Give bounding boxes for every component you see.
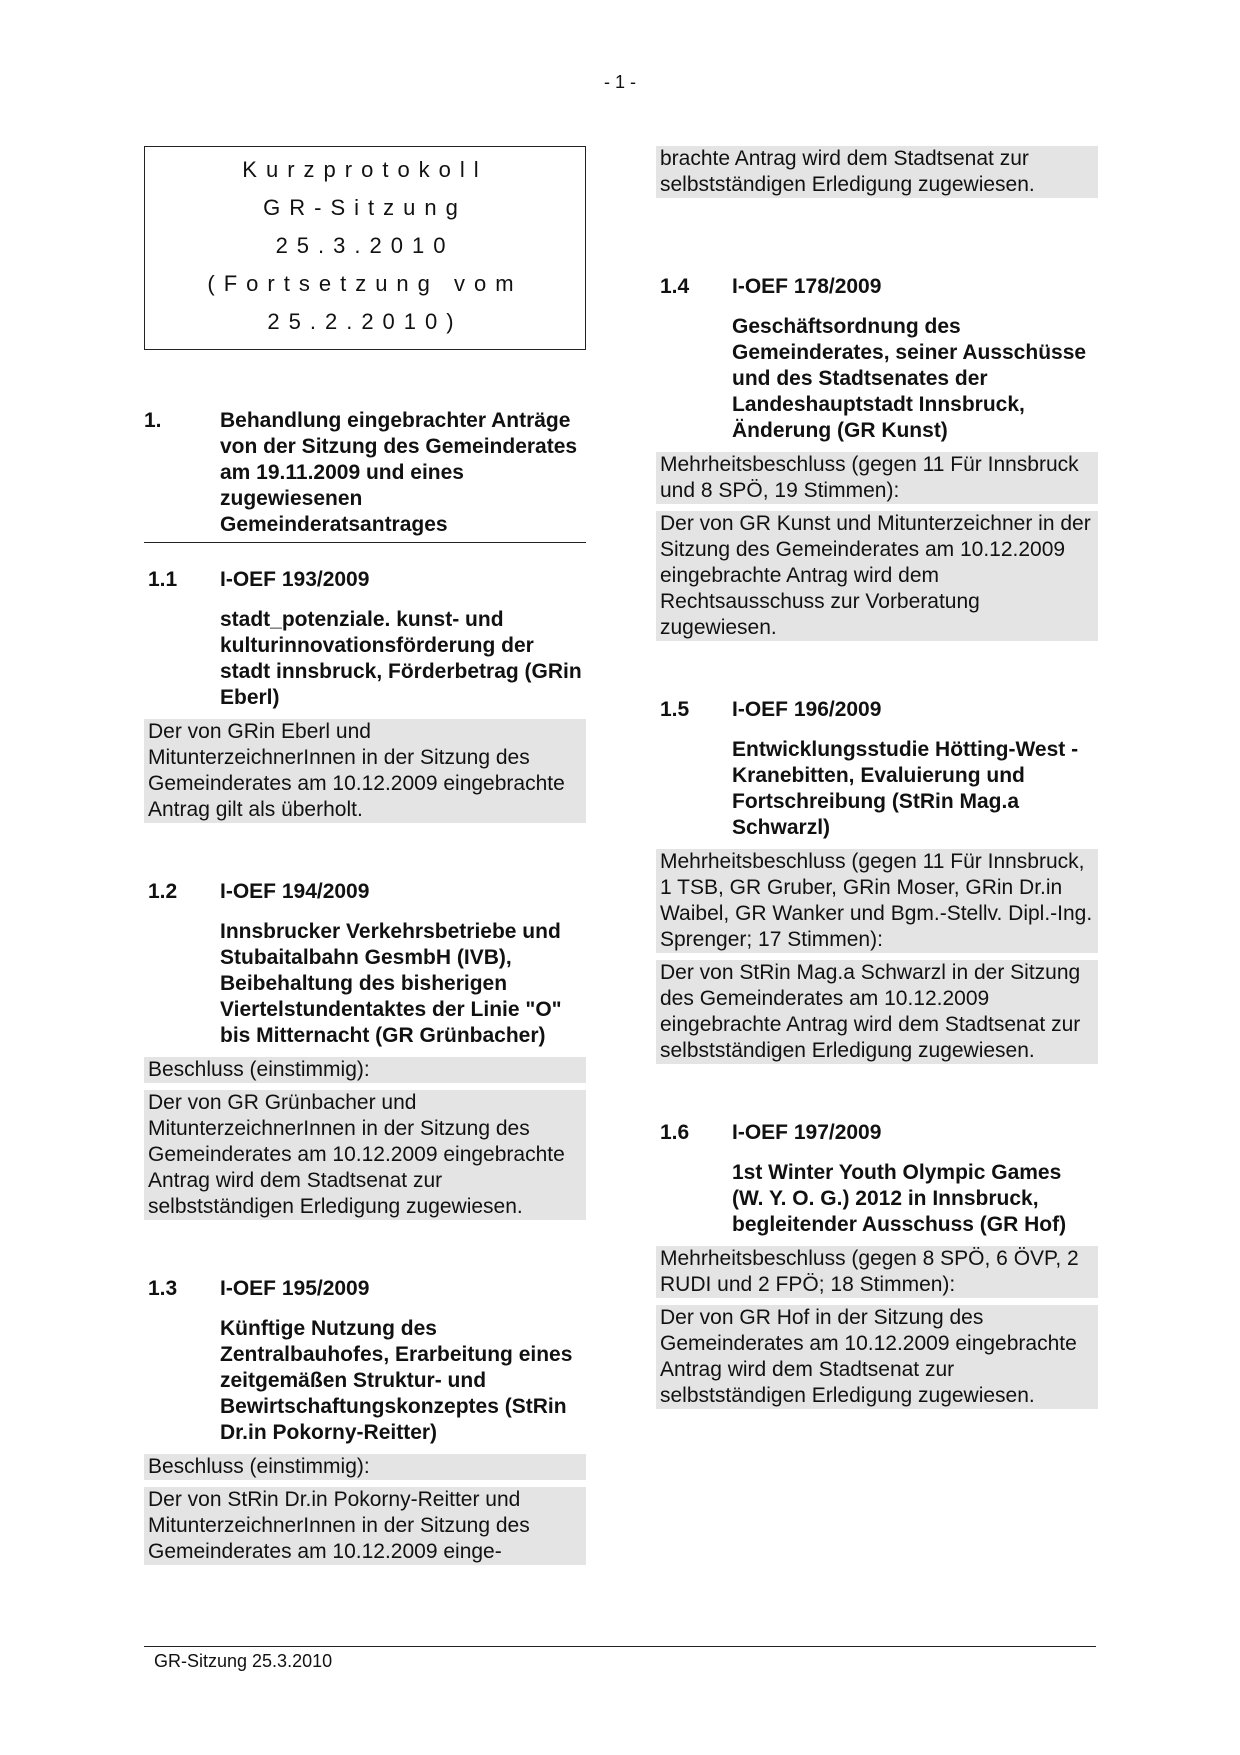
item-subject: Entwicklungsstudie Hötting-West - Kranebitten, Evaluierung und Fortschreibung (StRin Mag.a Schwarzl) — [732, 738, 1079, 839]
item-text: Der von StRin Mag.a Schwarzl in der Sitzung des Gemeinderates am 10.12.2009 eingebrachte Antrag wird dem Stadtsenat zur selbstständigen Erledigung zugewiesen. — [656, 960, 1098, 1064]
right-column — [656, 146, 1098, 1465]
section-title: Behandlung eingebrachter Anträge von der Sitzung des Gemeinderates am 19.11.2009 und eines zugewiesenen Gemeinderatsantrages — [220, 409, 578, 536]
item-resolution: Mehrheitsbeschluss (gegen 11 Für Innsbruck, 1 TSB, GR Gruber, GRin Moser, GRin Dr.in Waibel, GR Wanker und Bgm.-Stellv. Dipl.-Ing. Sprenger; 17 Stimmen): — [656, 849, 1098, 953]
item-code: I-OEF 196/2009 — [732, 698, 882, 721]
item-text: Der von StRin Dr.in Pokorny-Reitter und MitunterzeichnerInnen in der Sitzung des Gemeinderates am 10.12.2009 einge- — [144, 1487, 586, 1565]
item-number: 1.4 — [660, 275, 690, 298]
item-subject: 1st Winter Youth Olympic Games (W. Y. O. G.) 2012 in Innsbruck, begleitender Ausschuss (GR Hof) — [732, 1161, 1067, 1236]
item-number: 1.1 — [148, 568, 178, 591]
item-subject: stadt_potenziale. kunst- und kulturinnovationsförderung der stadt innsbruck, Förderbetrag (GRin Eberl) — [220, 608, 582, 709]
footer-rule — [144, 1646, 1096, 1647]
item-code: I-OEF 197/2009 — [732, 1121, 882, 1144]
item-code: I-OEF 194/2009 — [220, 880, 370, 903]
item-subject: Innsbrucker Verkehrsbetriebe und Stubaitalbahn GesmbH (IVB), Beibehaltung des bisherigen Viertelstundentaktes der Linie "O" bis Mitternacht (GR Grünbacher) — [220, 920, 562, 1047]
item-number: 1.5 — [660, 698, 690, 721]
section-number: 1. — [144, 409, 162, 432]
agenda-item — [656, 274, 1098, 641]
item-text: Der von GR Hof in der Sitzung des Gemeinderates am 10.12.2009 eingebrachte Antrag wird dem Stadtsenat zur selbstständigen Erledigung zugewiesen. — [656, 1305, 1098, 1409]
item-resolution: Beschluss (einstimmig): — [144, 1454, 586, 1480]
agenda-item — [144, 879, 586, 1220]
agenda-item — [656, 1120, 1098, 1409]
title-line: (Fortsetzung vom 25.2.2010) — [207, 271, 523, 334]
section-heading — [144, 408, 586, 543]
agenda-item — [656, 697, 1098, 1064]
item-resolution: Mehrheitsbeschluss (gegen 11 Für Innsbruck und 8 SPÖ, 19 Stimmen): — [656, 452, 1098, 504]
agenda-item — [144, 567, 586, 823]
item-text: Der von GR Grünbacher und MitunterzeichnerInnen in der Sitzung des Gemeinderates am 10.12.2009 eingebrachte Antrag wird dem Stadtsenat zur selbstständigen Erledigung zugewiesen. — [144, 1090, 586, 1220]
footer-text: GR-Sitzung 25.3.2010 — [154, 1651, 333, 1671]
item-resolution: Beschluss (einstimmig): — [144, 1057, 586, 1083]
item-text: Der von GR Kunst und Mitunterzeichner in der Sitzung des Gemeinderates am 10.12.2009 eingebrachte Antrag wird dem Rechtsausschuss zur Vorberatung zugewiesen. — [656, 511, 1098, 641]
item-text-continuation: brachte Antrag wird dem Stadtsenat zur selbstständigen Erledigung zugewiesen. — [656, 146, 1098, 198]
item-text: Der von GRin Eberl und MitunterzeichnerInnen in der Sitzung des Gemeinderates am 10.12.2009 eingebrachte Antrag gilt als überholt. — [144, 719, 586, 823]
item-code: I-OEF 178/2009 — [732, 275, 882, 298]
item-number: 1.2 — [148, 880, 178, 903]
item-resolution: Mehrheitsbeschluss (gegen 8 SPÖ, 6 ÖVP, 2 RUDI und 2 FPÖ; 18 Stimmen): — [656, 1246, 1098, 1298]
item-number: 1.6 — [660, 1121, 690, 1144]
item-subject: Geschäftsordnung des Gemeinderates, seiner Ausschüsse und des Stadtsenates der Landeshauptstadt Innsbruck, Änderung (GR Kunst) — [732, 315, 1087, 442]
item-code: I-OEF 195/2009 — [220, 1277, 370, 1300]
title-line: GR-Sitzung — [263, 195, 467, 220]
title-line: 25.3.2010 — [275, 233, 455, 258]
title-line: Kurzprotokoll — [242, 157, 488, 182]
item-code: I-OEF 193/2009 — [220, 568, 370, 591]
left-column — [144, 146, 586, 1621]
agenda-item — [144, 1276, 586, 1565]
page-number: - 1 - — [603, 72, 636, 92]
item-number: 1.3 — [148, 1277, 178, 1300]
title-box — [144, 146, 586, 350]
item-subject: Künftige Nutzung des Zentralbauhofes, Erarbeitung eines zeitgemäßen Struktur- und Bewirtschaftungskonzeptes (StRin Dr.in Pokorny-Reitter) — [220, 1317, 573, 1444]
